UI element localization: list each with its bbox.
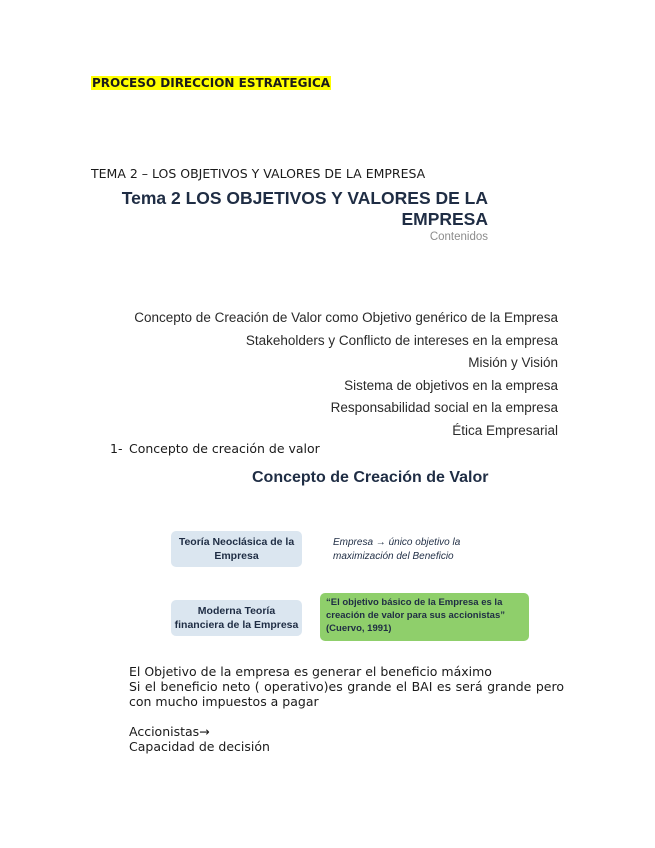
notes-body: [129, 664, 564, 754]
spacer: [129, 709, 564, 724]
list-number: 1-: [110, 441, 123, 456]
list-item-text: Concepto de creación de valor: [129, 441, 320, 456]
quote-box: [320, 593, 529, 641]
contents-item: Misión y Visión: [468, 355, 558, 370]
quote-line-2: creación de valor para sus accionistas”: [326, 610, 506, 621]
box-label-line-1: Teoría Neoclásica de la: [178, 536, 295, 548]
quote-line-1: “El objetivo básico de la Empresa es la: [326, 597, 503, 608]
contents-item: Sistema de objetivos en la empresa: [344, 377, 558, 393]
contents-item: Ética Empresarial: [452, 422, 558, 438]
slide-title: Concepto de Creación de Valor: [252, 469, 489, 486]
slide-subtitle: Contenidos: [429, 231, 488, 243]
paragraph: Accionistas→: [129, 724, 210, 739]
contents-item: Concepto de Creación de Valor como Objetivo genérico de la Empresa: [134, 310, 558, 325]
paragraph: Si el beneficio neto ( operativo)es grande el BAI es será grande pero con mucho impuestos a pagar: [129, 679, 564, 709]
neoclassical-theory-box: [171, 531, 302, 567]
financial-theory-box: [171, 600, 302, 636]
numbered-list-item: [110, 441, 320, 456]
contents-item: Responsabilidad social en la empresa: [330, 400, 558, 415]
note-line-1: Empresa → único objetivo la: [333, 537, 461, 548]
contents-item: Stakeholders y Conflicto de intereses en la empresa: [245, 332, 558, 348]
note-line-2: maximización del Beneficio: [333, 551, 454, 562]
slide-title-line-1: Tema 2 LOS OBJETIVOS Y VALORES DE LA: [121, 188, 488, 208]
quote-citation: (Cuervo, 1991): [326, 623, 392, 634]
paragraph: El Objetivo de la empresa es generar el beneficio máximo: [129, 664, 492, 679]
slide-title-line-2: EMPRESA: [401, 209, 488, 229]
document-heading: PROCESO DIRECCION ESTRATEGICA: [92, 76, 331, 90]
contents-slide: [91, 182, 564, 440]
contents-list: [134, 307, 558, 442]
slide-title: [122, 188, 488, 230]
paragraph: Capacidad de decisión: [129, 739, 270, 754]
box-label-line-2: Empresa: [214, 550, 259, 562]
value-creation-slide: [165, 460, 603, 648]
box-label-line-1: Moderna Teoría: [197, 605, 276, 617]
box-label-line-2: financiera de la Empresa: [174, 619, 299, 631]
profit-objective-note: [333, 536, 460, 564]
topic-title: TEMA 2 – LOS OBJETIVOS Y VALORES DE LA EMPRESA: [91, 166, 426, 181]
